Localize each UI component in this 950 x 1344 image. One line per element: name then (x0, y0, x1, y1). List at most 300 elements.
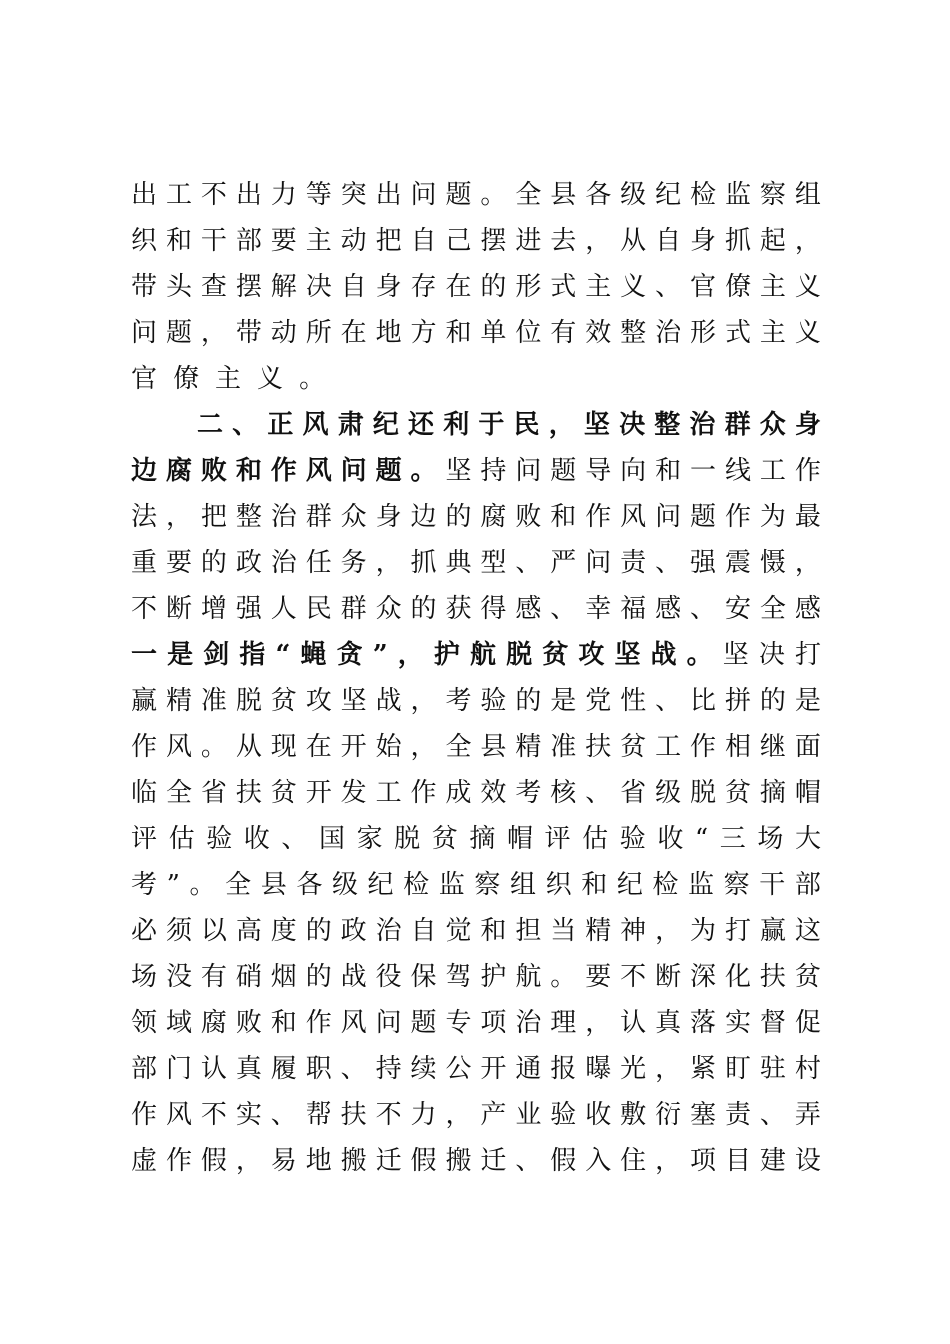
glyph: 把 (200, 502, 227, 532)
glyph: 化 (724, 962, 751, 992)
text-line (131, 540, 821, 586)
glyph: 。 (189, 870, 216, 900)
glyph: 贫 (794, 962, 821, 992)
glyph: 门 (165, 1054, 192, 1084)
glyph: 问 (585, 548, 612, 578)
glyph: 相 (724, 732, 751, 762)
glyph: 全 (225, 870, 252, 900)
glyph: 主 (585, 272, 612, 302)
glyph: 认 (200, 1054, 227, 1084)
glyph: 和 (550, 502, 577, 532)
glyph: 考 (445, 686, 472, 716)
glyph: 精 (515, 732, 542, 762)
glyph: 和 (581, 870, 608, 900)
glyph: 攻 (578, 640, 605, 670)
glyph: 弄 (794, 1100, 821, 1130)
glyph: 作 (690, 732, 717, 762)
glyph: 各 (296, 870, 323, 900)
glyph: 身 (375, 272, 402, 302)
text-line (131, 448, 821, 494)
glyph: 塞 (690, 1100, 717, 1130)
glyph: 驾 (445, 962, 472, 992)
glyph: 强 (690, 548, 717, 578)
glyph: 验 (550, 1100, 577, 1130)
glyph: ， (445, 1100, 472, 1130)
glyph: 带 (235, 318, 262, 348)
glyph: 攻 (305, 686, 332, 716)
glyph: 问 (131, 318, 158, 348)
glyph: 纪 (616, 870, 643, 900)
glyph: 全 (759, 594, 786, 624)
glyph: 为 (759, 502, 786, 532)
glyph: 坚 (340, 686, 367, 716)
glyph: 部 (794, 870, 821, 900)
glyph: 准 (550, 732, 577, 762)
glyph: 摘 (469, 824, 496, 854)
glyph: 全 (165, 778, 192, 808)
glyph: 政 (340, 916, 367, 946)
glyph: 战 (375, 686, 402, 716)
glyph: 风 (165, 1100, 192, 1130)
glyph: 纪 (655, 180, 682, 210)
glyph: 幸 (585, 594, 612, 624)
glyph: 项 (690, 1146, 717, 1176)
glyph: 须 (165, 916, 192, 946)
glyph: 贫 (724, 778, 751, 808)
glyph: 腐 (480, 502, 507, 532)
glyph: 。 (200, 732, 227, 762)
glyph: 、 (655, 686, 682, 716)
glyph: 。 (410, 456, 437, 486)
glyph: 航 (515, 962, 542, 992)
glyph: 摆 (235, 272, 262, 302)
glyph: 众 (759, 410, 786, 440)
glyph: 型 (480, 548, 507, 578)
glyph: 面 (794, 732, 821, 762)
glyph: 众 (375, 594, 402, 624)
glyph: 强 (235, 594, 262, 624)
glyph: 坚 (583, 410, 610, 440)
glyph: 赢 (131, 686, 158, 716)
glyph: 自 (340, 272, 367, 302)
glyph: 线 (724, 456, 751, 486)
glyph: 题 (375, 456, 402, 486)
glyph: 继 (759, 732, 786, 762)
glyph: 一 (690, 456, 717, 486)
glyph: ， (585, 1008, 612, 1038)
glyph: 级 (655, 778, 682, 808)
glyph: 治 (655, 318, 682, 348)
glyph: 项 (480, 1008, 507, 1038)
glyph: 存 (410, 272, 437, 302)
glyph: 贫 (270, 686, 297, 716)
glyph: 开 (305, 778, 332, 808)
glyph: 有 (200, 962, 227, 992)
glyph: 作 (270, 456, 297, 486)
text-line (197, 402, 821, 448)
glyph: 航 (470, 640, 497, 670)
glyph: 评 (131, 824, 158, 854)
glyph: 各 (585, 180, 612, 210)
glyph: 履 (270, 1054, 297, 1084)
glyph: 僚 (724, 272, 751, 302)
glyph: 全 (445, 732, 472, 762)
text-line (131, 954, 821, 1000)
glyph: 域 (165, 1008, 192, 1038)
glyph: 地 (305, 1146, 332, 1176)
text-line (131, 586, 821, 632)
glyph: 二 (197, 410, 224, 440)
glyph: 作 (305, 1008, 332, 1038)
glyph: 实 (235, 1100, 262, 1130)
glyph: 题 (690, 502, 717, 532)
glyph: ， (794, 548, 821, 578)
glyph: 在 (305, 732, 332, 762)
glyph: 监 (688, 870, 715, 900)
glyph: 腐 (165, 456, 192, 486)
glyph: 考 (131, 870, 158, 900)
glyph: 整 (235, 502, 262, 532)
glyph: 县 (260, 870, 287, 900)
text-line (131, 678, 821, 724)
glyph: 验 (480, 686, 507, 716)
glyph: 和 (235, 456, 262, 486)
glyph: 组 (509, 870, 536, 900)
glyph: 打 (794, 640, 821, 670)
glyph: 工 (655, 732, 682, 762)
glyph: 责 (620, 548, 647, 578)
glyph: 败 (235, 1008, 262, 1038)
glyph: 比 (690, 686, 717, 716)
glyph: 、 (690, 594, 717, 624)
glyph: 护 (480, 962, 507, 992)
glyph: 民 (513, 410, 540, 440)
glyph: 纪 (372, 410, 399, 440)
glyph: 感 (655, 594, 682, 624)
glyph: 以 (200, 916, 227, 946)
glyph: 风 (620, 502, 647, 532)
glyph: 败 (200, 456, 227, 486)
glyph: 身 (690, 226, 717, 256)
glyph: 成 (445, 778, 472, 808)
glyph: 的 (445, 502, 472, 532)
glyph: ， (235, 1146, 262, 1176)
glyph: 正 (267, 410, 294, 440)
glyph: 和 (165, 226, 192, 256)
glyph: 群 (340, 594, 367, 624)
glyph: 败 (515, 502, 542, 532)
glyph: 发 (340, 778, 367, 808)
glyph: “ (275, 640, 291, 670)
glyph: 大 (794, 824, 821, 854)
glyph: 重 (131, 548, 158, 578)
glyph: 易 (270, 1146, 297, 1176)
glyph: 级 (620, 180, 647, 210)
glyph: 边 (131, 456, 158, 486)
glyph: 坚 (722, 640, 749, 670)
glyph: 真 (655, 1008, 682, 1038)
glyph: 还 (408, 410, 435, 440)
glyph: 假 (410, 1146, 437, 1176)
glyph: 职 (305, 1054, 332, 1084)
glyph: 没 (165, 962, 192, 992)
glyph: 必 (131, 916, 158, 946)
glyph: 利 (443, 410, 470, 440)
glyph: 临 (131, 778, 158, 808)
glyph: 开 (340, 732, 367, 762)
glyph: 所 (305, 318, 332, 348)
glyph: 主 (215, 364, 242, 394)
glyph: 不 (200, 180, 227, 210)
glyph: 效 (585, 318, 612, 348)
glyph: 责 (724, 1100, 751, 1130)
glyph: 法 (131, 502, 158, 532)
glyph: 政 (235, 548, 262, 578)
glyph: 风 (305, 456, 332, 486)
glyph: 理 (550, 1008, 577, 1038)
glyph: 是 (167, 640, 194, 670)
text-line (131, 1046, 821, 1092)
glyph: 风 (165, 732, 192, 762)
glyph: 战 (340, 962, 367, 992)
glyph: 严 (550, 548, 577, 578)
glyph: 党 (585, 686, 612, 716)
glyph: 促 (794, 1008, 821, 1038)
glyph: 监 (724, 180, 751, 210)
glyph: ， (375, 548, 402, 578)
glyph: 出 (235, 180, 262, 210)
glyph: ， (410, 686, 437, 716)
glyph: 效 (480, 778, 507, 808)
glyph: 带 (131, 272, 158, 302)
glyph: 准 (200, 686, 227, 716)
glyph: 帮 (305, 1100, 332, 1130)
glyph: 迁 (375, 1146, 402, 1176)
glyph: 得 (480, 594, 507, 624)
glyph: 。 (686, 640, 713, 670)
glyph: 形 (690, 318, 717, 348)
glyph: 核 (550, 778, 577, 808)
glyph: 安 (724, 594, 751, 624)
glyph: 突 (340, 180, 367, 210)
glyph: 主 (759, 272, 786, 302)
text-line (131, 1000, 821, 1046)
glyph: ， (794, 226, 821, 256)
glyph: ， (585, 226, 612, 256)
glyph: 群 (724, 410, 751, 440)
glyph: 省 (620, 778, 647, 808)
glyph: 作 (724, 502, 751, 532)
glyph: 的 (480, 272, 507, 302)
glyph: 增 (200, 594, 227, 624)
glyph: 工 (165, 180, 192, 210)
glyph: 感 (515, 594, 542, 624)
glyph: ， (548, 410, 575, 440)
glyph: 开 (480, 1054, 507, 1084)
glyph: 精 (585, 916, 612, 946)
glyph: 式 (724, 318, 751, 348)
glyph: 贫 (431, 824, 458, 854)
glyph: 。 (480, 180, 507, 210)
glyph: 向 (620, 456, 647, 486)
glyph: 形 (515, 272, 542, 302)
glyph: 治 (270, 548, 297, 578)
glyph: 。 (299, 364, 326, 394)
glyph: 扶 (585, 732, 612, 762)
glyph: 帽 (506, 824, 533, 854)
glyph: 贫 (270, 778, 297, 808)
glyph: 设 (794, 1146, 821, 1176)
glyph: 、 (655, 272, 682, 302)
glyph: 衍 (655, 1100, 682, 1130)
glyph: 役 (375, 962, 402, 992)
glyph: 官 (131, 364, 158, 394)
glyph: 脱 (394, 824, 421, 854)
text-line (131, 356, 821, 402)
glyph: 摘 (759, 778, 786, 808)
glyph: 问 (655, 502, 682, 532)
glyph: 烟 (270, 962, 297, 992)
glyph: 扶 (235, 778, 262, 808)
glyph: 落 (690, 1008, 717, 1038)
text-line (131, 494, 821, 540)
glyph: 始 (375, 732, 402, 762)
glyph: 腐 (200, 1008, 227, 1038)
glyph: 要 (165, 548, 192, 578)
glyph: 作 (794, 456, 821, 486)
glyph: 贪 (336, 640, 363, 670)
glyph: 抓 (410, 548, 437, 578)
glyph: 产 (480, 1100, 507, 1130)
glyph: 众 (340, 502, 367, 532)
glyph: 不 (620, 962, 647, 992)
glyph: 当 (550, 916, 577, 946)
glyph: 方 (410, 318, 437, 348)
glyph: 级 (331, 870, 358, 900)
glyph: 官 (690, 272, 717, 302)
glyph: 贫 (620, 732, 647, 762)
glyph: ， (655, 1054, 682, 1084)
glyph: 、 (655, 548, 682, 578)
text-line (131, 1138, 821, 1184)
glyph: 假 (550, 1146, 577, 1176)
glyph: 震 (724, 548, 751, 578)
glyph: 认 (620, 1008, 647, 1038)
glyph: 赢 (759, 916, 786, 946)
glyph: 有 (550, 318, 577, 348)
glyph: 收 (657, 824, 684, 854)
text-line (131, 632, 821, 678)
glyph: 住 (620, 1146, 647, 1176)
glyph: 人 (270, 594, 297, 624)
glyph: 、 (232, 410, 259, 440)
glyph: 、 (281, 824, 308, 854)
text-line (131, 770, 821, 816)
glyph: 持 (480, 456, 507, 486)
glyph: 决 (305, 272, 332, 302)
glyph: 的 (305, 916, 332, 946)
glyph: 自 (410, 226, 437, 256)
glyph: 不 (200, 1100, 227, 1130)
glyph: 义 (620, 272, 647, 302)
glyph: 为 (690, 916, 717, 946)
glyph: 纪 (367, 870, 394, 900)
glyph: 问 (340, 456, 367, 486)
glyph: 自 (655, 226, 682, 256)
text-line (131, 264, 821, 310)
glyph: 于 (478, 410, 505, 440)
glyph: 解 (270, 272, 297, 302)
glyph: 的 (200, 548, 227, 578)
glyph: 位 (515, 318, 542, 348)
text-line (131, 218, 821, 264)
glyph: 考 (515, 778, 542, 808)
glyph: ” (372, 640, 388, 670)
glyph: 领 (131, 1008, 158, 1038)
glyph: 和 (655, 456, 682, 486)
glyph: 曝 (585, 1054, 612, 1084)
glyph: 验 (206, 824, 233, 854)
glyph: 作 (131, 1100, 158, 1130)
glyph: 肃 (337, 410, 364, 440)
glyph: 觉 (445, 916, 472, 946)
glyph: 性 (620, 686, 647, 716)
glyph: 、 (585, 778, 612, 808)
glyph: 扶 (759, 962, 786, 992)
glyph: 帽 (794, 778, 821, 808)
glyph: 干 (759, 870, 786, 900)
glyph: 全 (515, 180, 542, 210)
glyph: 业 (515, 1100, 542, 1130)
glyph: 把 (375, 226, 402, 256)
glyph: 最 (794, 502, 821, 532)
glyph: 估 (582, 824, 609, 854)
glyph: 这 (794, 916, 821, 946)
glyph: 察 (723, 870, 750, 900)
glyph: 建 (759, 1146, 786, 1176)
glyph: 身 (794, 410, 821, 440)
glyph: 的 (305, 962, 332, 992)
glyph: 风 (302, 410, 329, 440)
glyph: 拼 (724, 686, 751, 716)
glyph: 治 (270, 502, 297, 532)
glyph: 织 (545, 870, 572, 900)
glyph: 头 (165, 272, 192, 302)
glyph: 搬 (340, 1146, 367, 1176)
glyph: 起 (759, 226, 786, 256)
glyph: 硝 (235, 962, 262, 992)
glyph: 检 (403, 870, 430, 900)
glyph: 在 (340, 318, 367, 348)
text-line (131, 724, 821, 770)
glyph: 己 (445, 226, 472, 256)
glyph: 题 (550, 456, 577, 486)
glyph: 义 (257, 364, 284, 394)
glyph: 题 (410, 1008, 437, 1038)
glyph: 家 (356, 824, 383, 854)
glyph: 题 (445, 180, 472, 210)
glyph: 扶 (340, 1100, 367, 1130)
glyph: ， (165, 502, 192, 532)
glyph: 织 (131, 226, 158, 256)
glyph: 、 (515, 1146, 542, 1176)
glyph: 民 (305, 594, 332, 624)
glyph: 是 (794, 686, 821, 716)
text-line (131, 310, 821, 356)
glyph: 通 (515, 1054, 542, 1084)
glyph: 典 (445, 548, 472, 578)
glyph: 和 (445, 318, 472, 348)
